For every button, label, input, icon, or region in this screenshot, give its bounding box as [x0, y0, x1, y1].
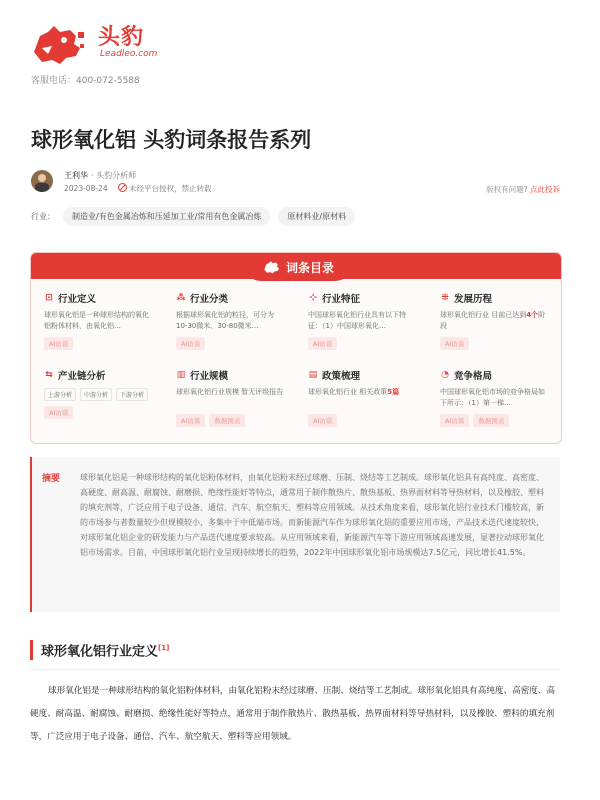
- ai-chip[interactable]: AI访谈: [308, 414, 337, 427]
- toc-item-title[interactable]: ⁂ 行业分类: [176, 293, 229, 305]
- toc-item[interactable]: [427, 287, 559, 364]
- ai-chip[interactable]: AI访谈: [44, 337, 73, 350]
- policy-icon: ▤: [308, 370, 318, 380]
- toc-item-chips: [44, 406, 163, 419]
- summary-text: 球形氧化铝是一种球形结构的氧化铝粉体材料，由氧化铝粉末经过球磨、压制、烧结等工艺制成。球形氧化铝具有高纯度、高密度、高硬度、耐高温、耐腐蚀、耐磨损、绝缘性能好等特点，通常用于制作散热片、散热基板、热界面材料等导热材料，以及橡胶、塑料的填充剂等，广泛应用于电子设备、通信、汽车、航空航天、塑料等应用领域。从技术角度来看，球形氧化铝行业技术门槛较高，新的市场参与者数量较少但规模较小，多集中于中低端市场。而新能源汽车作为球形氧化铝的重要应用市场，产品技术迭代速度较快，对球形氧化铝企业的研发能力与产品迭代速度要求较高。从应用领域来看，新能源汽车等下游应用领域高速发展，显著拉动球形氧化铝市场需求。目前，中国球形氧化铝行业呈现持续增长的趋势，2022年中国球形氧化铝市场规模达7.5亿元，同比增长41.5%。: [80, 473, 544, 557]
- toc-item[interactable]: [427, 364, 559, 441]
- page-title: 球形氧化铝 头豹词条报告系列: [31, 128, 312, 152]
- toc-item-title[interactable]: ▥ 行业规模: [176, 370, 229, 382]
- ai-chip[interactable]: AI访谈: [176, 414, 205, 427]
- subsection-chip[interactable]: 中游分析: [80, 388, 112, 401]
- toc-item-title[interactable]: ◔ 竞争格局: [441, 370, 493, 382]
- author-role: · 头豹分析师: [91, 171, 137, 180]
- ai-chip[interactable]: 数据图表: [473, 414, 509, 427]
- toc-item-desc: 中国球形氧化铝行业具有以下特征：（1）中国球形氧化…: [308, 311, 406, 330]
- publish-info: [64, 183, 211, 194]
- author-avatar: [31, 170, 53, 192]
- toc-item-title[interactable]: ⁜ 发展历程: [441, 293, 493, 305]
- feature-icon: ⊹: [309, 293, 317, 303]
- toc-item-chips: [440, 337, 559, 350]
- toc-item-chips: [440, 414, 559, 427]
- industry-tag[interactable]: 原材料业/原材料: [278, 207, 355, 226]
- report-link[interactable]: 点此投诉: [530, 185, 560, 194]
- definition-icon: ⊡: [45, 293, 53, 303]
- subsection-chip[interactable]: 下游分析: [116, 388, 148, 401]
- toc-item-chips: [176, 337, 295, 350]
- toc-item-title[interactable]: ⇆ 产业链分析: [45, 370, 106, 382]
- toc-title-badge: 词条目录: [243, 253, 353, 281]
- table-of-contents: [30, 252, 562, 444]
- ai-chip[interactable]: AI访谈: [440, 337, 469, 350]
- toc-item-title[interactable]: ⊹ 行业特征: [309, 293, 361, 305]
- copyright-notice: 版权有问题? 点此投诉: [486, 185, 560, 194]
- toc-item-title[interactable]: ⊡ 行业定义: [45, 293, 97, 305]
- toc-item-chips: [308, 337, 427, 350]
- author-line: [64, 170, 136, 181]
- toc-item-desc: 根据球形氧化铝的粒径，可分为10-30微米、30-80微米…: [176, 311, 274, 330]
- toc-item[interactable]: [31, 364, 163, 441]
- history-icon: ⁜: [441, 293, 449, 303]
- logo-text: 头豹: [98, 25, 145, 50]
- logo-domain: Leadleo.com: [100, 49, 158, 59]
- reprint-notice: 未经平台授权，禁止转载: [118, 184, 212, 193]
- toc-item-title[interactable]: ▤ 政策梳理: [308, 370, 361, 382]
- summary-label: 摘要: [42, 474, 61, 484]
- reference-marker[interactable]: [1]: [158, 644, 170, 652]
- industry-tag[interactable]: 制造业/有色金属冶炼和压延加工业/常用有色金属冶炼: [63, 207, 270, 226]
- toc-item-chips: [308, 414, 427, 427]
- toc-item-desc: 中国球形氧化铝市场的竞争格局如下所示：（1）第一梯…: [440, 388, 545, 407]
- classification-icon: ⁂: [176, 293, 186, 303]
- toc-item[interactable]: [295, 287, 427, 364]
- author-name[interactable]: 王利华: [64, 171, 88, 180]
- chain-icon: ⇆: [45, 370, 53, 380]
- ai-chip[interactable]: 数据图表: [209, 414, 245, 427]
- toc-item-desc: 球形氧化铝行业 目前已达到4个阶段: [440, 311, 546, 330]
- forbidden-icon: [118, 183, 127, 192]
- ai-chip[interactable]: AI访谈: [308, 337, 337, 350]
- section-heading: 球形氧化铝行业定义[1]: [30, 640, 169, 660]
- summary-box: [30, 457, 560, 612]
- toc-grid: [31, 287, 561, 441]
- ai-chip[interactable]: AI访谈: [44, 406, 73, 419]
- toc-item[interactable]: [31, 287, 163, 364]
- industry-label: 行业：: [31, 212, 55, 221]
- toc-item-desc: 球形氧化铝是一种球形结构的氧化铝粉体材料，由氧化铝…: [44, 311, 149, 330]
- leadleo-icon: [262, 260, 280, 274]
- toc-item[interactable]: [295, 364, 427, 441]
- toc-item-desc: 球形氧化铝行业 相关政策5篇: [308, 388, 400, 396]
- ai-chip[interactable]: AI访谈: [440, 414, 469, 427]
- ai-chip[interactable]: AI访谈: [176, 337, 205, 350]
- publish-date: 2023-08-24: [64, 184, 108, 193]
- section-body: 球形氧化铝是一种球形结构的氧化铝粉体材料，由氧化铝粉末经过球磨、压制、烧结等工艺制成。球形氧化铝具有高纯度、高密度、高硬度、耐高温、耐腐蚀、耐磨损、绝缘性能好等特点，通常用于制作散热片、散热基板、热界面材料等导热材料，以及橡胶、塑料的填充剂等，广泛应用于电子设备、通信、汽车、航空航天、塑料等应用领域。: [30, 686, 556, 742]
- section-divider: [30, 669, 560, 670]
- industry-row: [31, 207, 355, 226]
- scale-icon: ▥: [176, 370, 186, 380]
- toc-item[interactable]: [163, 364, 295, 441]
- subsection-links: [44, 388, 163, 401]
- toc-item-chips: [176, 414, 295, 427]
- service-phone: 客服电话：400-072-5588: [31, 76, 140, 86]
- competition-icon: ◔: [441, 370, 449, 380]
- toc-header: [31, 253, 561, 279]
- toc-item-chips: [44, 337, 163, 350]
- toc-item[interactable]: [163, 287, 295, 364]
- subsection-chip[interactable]: 上游分析: [44, 388, 76, 401]
- toc-item-desc: 球形氧化铝行业规模 暂无评级报告: [176, 388, 284, 396]
